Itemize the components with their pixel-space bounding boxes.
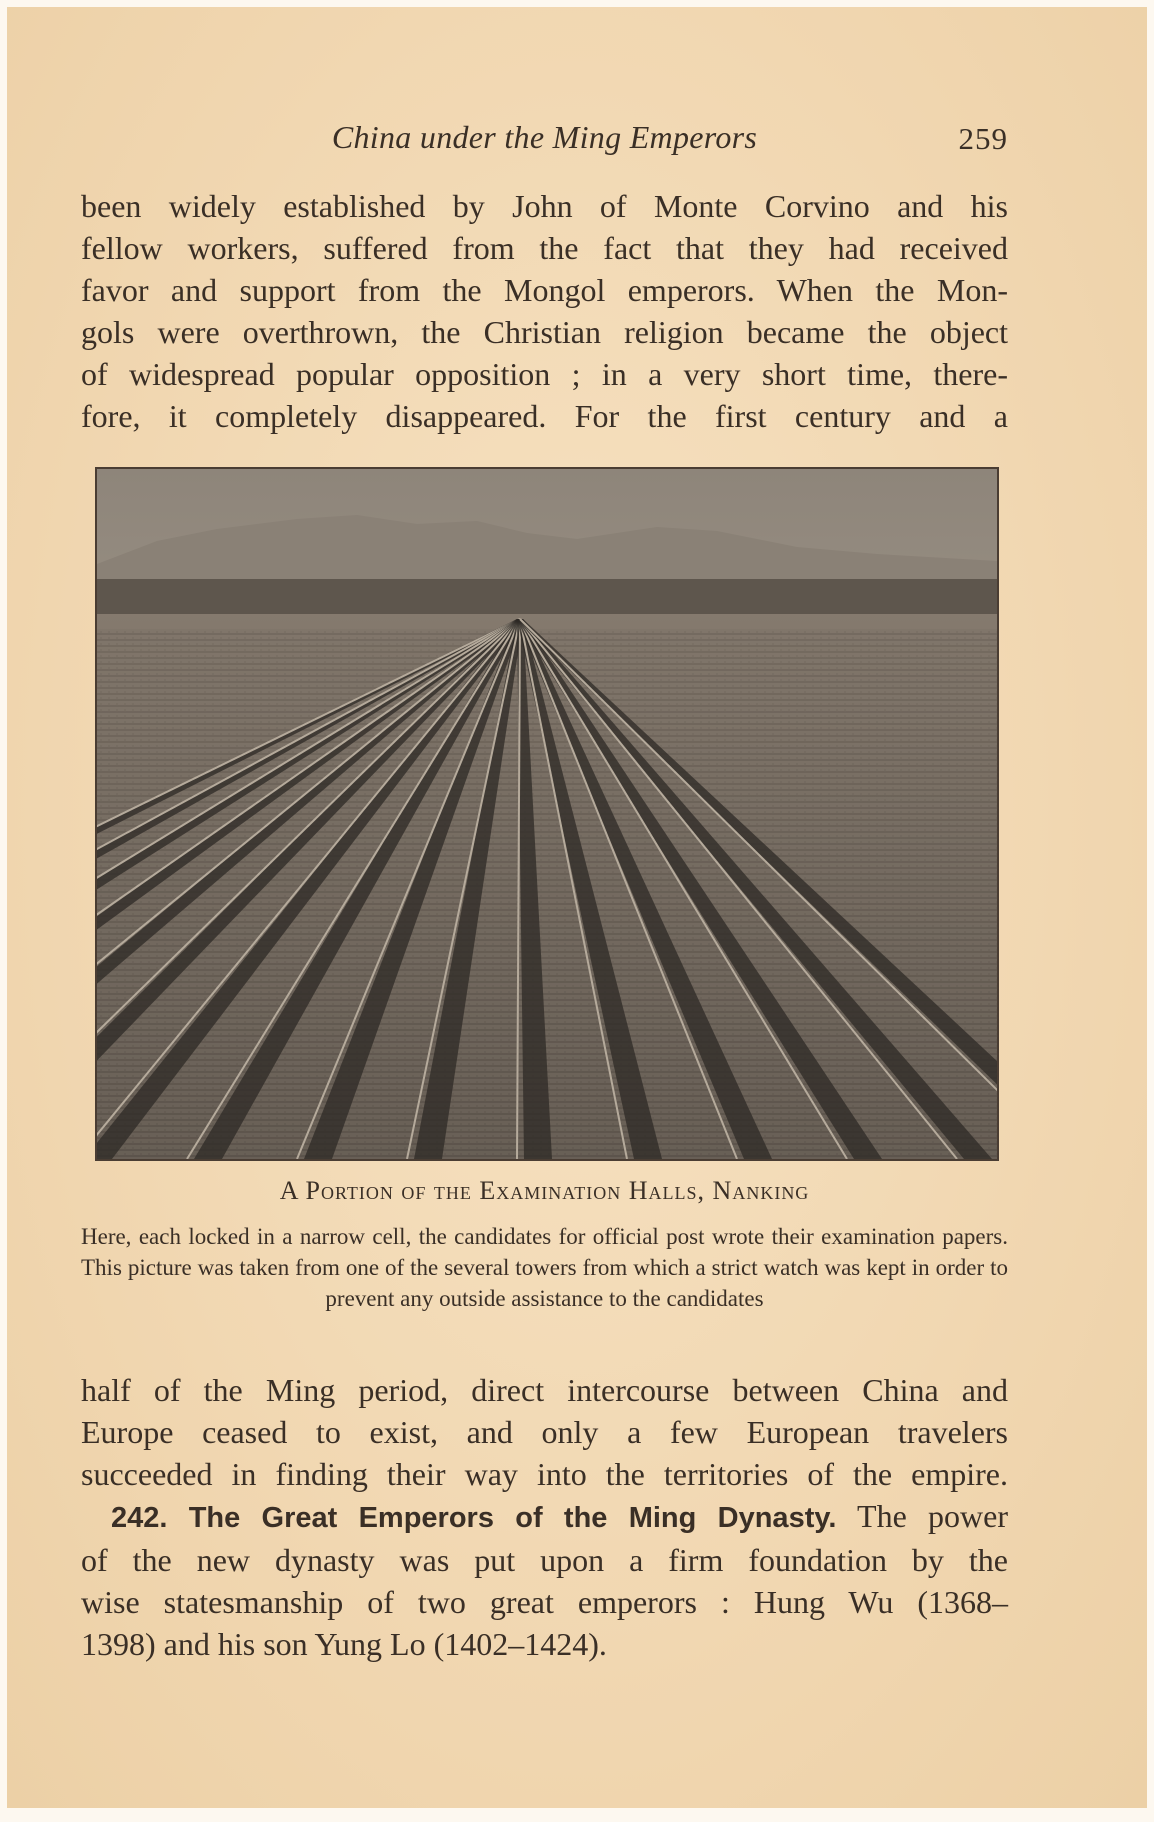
text-line: of the new dynasty was put upon a firm foundation by the <box>81 1542 1008 1578</box>
text-line: been widely established by John of Monte Corvino and his <box>81 188 1008 224</box>
bottom-paragraph <box>81 1369 1008 1665</box>
text-line: succeeded in finding their way into the territories of the empire. <box>81 1456 1008 1492</box>
page-header <box>81 119 1008 165</box>
text-line: gols were overthrown, the Christian religion became the object <box>81 314 1008 350</box>
section-first-line <box>81 1495 1008 1539</box>
photo-illustration <box>97 469 997 1159</box>
page-number: 259 <box>958 121 1008 156</box>
book-page <box>7 7 1147 1808</box>
text-line: 1398) and his son Yung Lo (1402–1424). <box>81 1626 607 1662</box>
text-line: Europe ceased to exist, and only a few European travelers <box>81 1414 1008 1450</box>
section-number: 242. <box>111 1502 168 1534</box>
text-line: wise statesmanship of two great emperors : Hung Wu (1368– <box>81 1584 1008 1620</box>
figure-caption-title: A Portion of the Examination Halls, Nanking <box>279 1176 810 1205</box>
text-line: favor and support from the Mongol emperors. When the Mon- <box>81 272 1008 308</box>
top-paragraph <box>81 185 1008 437</box>
examination-halls-photograph <box>95 467 999 1161</box>
figure-caption-text: Here, each locked in a narrow cell, the candidates for official post wrote their examination papers. This picture was taken from one of the several towers from which a strict watch was kept in order to prevent any outside assistance to the candidates <box>81 1224 1008 1311</box>
text-line: half of the Ming period, direct intercourse between China and <box>81 1372 1008 1408</box>
text-line: fore, it completely disappeared. For the first century and a <box>81 398 1008 434</box>
text-line: of widespread popular opposition ; in a very short time, there- <box>81 356 1008 392</box>
text-line: fellow workers, suffered from the fact that they had received <box>81 230 1008 266</box>
text-line: The power <box>857 1498 1008 1534</box>
section-heading: The Great Emperors of the Ming Dynasty. <box>188 1502 837 1534</box>
distant-town <box>97 579 997 619</box>
running-title: China under the Ming Emperors <box>331 119 758 155</box>
